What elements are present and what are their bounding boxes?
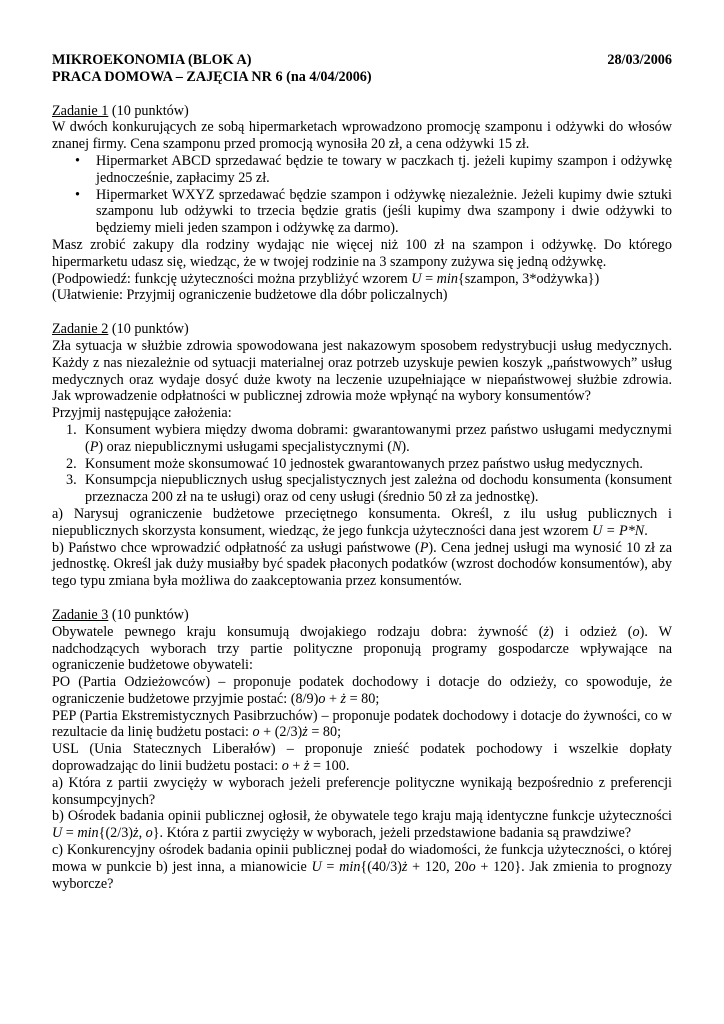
task-3-points: (10 punktów) [108, 606, 189, 623]
formula-part: , [138, 825, 146, 842]
bullet-text: Hipermarket ABCD sprzedawać będzie te towary w paczkach tj. jeżeli kupimy szampon i odżywkę jednocześnie, zapłacimy 25 zł. [96, 152, 672, 186]
item-text: ) oraz niepublicznymi usługami specjalistycznymi ( [98, 438, 392, 455]
formula-part: + 120, 20 [407, 858, 469, 875]
var-o: o [318, 690, 326, 707]
formula-eq: = [421, 270, 437, 287]
question-text: c) Konkurencyjny ośrodek badania opinii publicznej podał do wiadomości, że funkcja użyteczności, o której mowa w punkcie b) jest inna, a mianowicie [52, 842, 672, 875]
task-2-points: (10 punktów) [108, 321, 189, 338]
header-row [52, 52, 672, 69]
item-text: Konsumpcja niepublicznych usług specjalistycznych jest zależna od dochodu konsumenta (konsument przeznacza 200 zł na te usługi) oraz od ceny usługi (średnio 50 zł za jednostkę). [85, 472, 672, 506]
task-1-bullet-wxyz [52, 187, 672, 237]
item-number: 1. [66, 421, 77, 438]
task-1-title: Zadanie 1 [52, 102, 109, 119]
task-2-intro: Zła sytuacja w służbie zdrowia spowodowana jest nakazowym sposobem redystrybucji usług medycznych. Każdy z nas niezależnie od sytuacji materialnej oraz potrzeb uzyskuje pewien koszyk „państwowych” usług medycznych oraz wydaje dosyć duże kwoty na leczenie uzupełniające w niepaństwowej służbie zdrowia. Jak wprowadzenie odpłatności w publicznej zdrowia może wpłynąć na wybory konsumentów? [52, 337, 672, 405]
formula-eq: = [321, 858, 340, 875]
var-z: ż [133, 825, 139, 842]
formula-upn: U = P*N [592, 522, 645, 539]
intro-text: ). W nadchodzących wyborach trzy partie polityczne proponują programy gospodarcze wpływające na ograniczenie budżetowe obywateli: [52, 623, 673, 674]
formula-eq: = [62, 825, 78, 842]
formula-var-u: U [52, 825, 63, 842]
item-text: ). [401, 438, 410, 455]
formula-var-u: U [311, 858, 322, 875]
task-3-question-a: a) Która z partii zwycięży w wyborach jeżeli preferencje polityczne wynikają bezpośrednio z preferencji konsumpcyjnych? [52, 774, 672, 808]
var-z: ż [340, 690, 347, 707]
task-3-question-c [52, 842, 672, 892]
var-o: o [632, 623, 640, 640]
party-text: + [288, 758, 304, 775]
task-2-title: Zadanie 2 [52, 321, 109, 338]
question-text: a) Narysuj ograniczenie budżetowe przeciętnego konsumenta. Określ, z ilu usług publicznych i niepublicznych skorzysta konsument, wiedząc, że jego funkcja użyteczności dana jest wzorem [52, 505, 672, 539]
formula-part: {(40/3) [360, 858, 402, 875]
var-n: N [391, 438, 402, 455]
party-text: PEP (Partia Ekstremistycznych Pasibrzuchów) – proponuje podatek dochodowy i dotacje do żywności, co w rezultacie da linię budżetu postaci: [52, 707, 672, 741]
question-text: b) Państwo chce wprowadzić odpłatność za usługi państwowe ( [52, 539, 420, 556]
var-z: ż [302, 724, 308, 741]
party-text: = 80; [346, 690, 380, 707]
task-1-question: Masz zrobić zakupy dla rodziny wydając nie więcej niż 100 zł na szampon i odżywkę. Do którego hipermarketu udasz się, wiedząc, że w twojej rodzinie na 3 szampony zużywa się jedną odżywkę. [52, 236, 672, 270]
var-o: o [145, 825, 153, 842]
hint-text: (Podpowiedź: funkcję użyteczności można przybliżyć wzorem [52, 270, 412, 287]
task-1-intro: W dwóch konkurujących ze sobą hipermarketach wprowadzono promocję szamponu i odżywki do włosów znanej firmy. Cena szamponu przed promocją wynosiła 20 zł, a cena odżywki 15 zł. [52, 119, 672, 153]
task-1-hint [52, 271, 672, 288]
task-1-heading [52, 103, 672, 120]
var-z: ż [401, 858, 408, 875]
party-text: = 80; [307, 724, 342, 741]
formula-args: {szampon, 3*odżywka}) [457, 270, 600, 287]
assumption-item-3 [52, 472, 672, 506]
task-1 [52, 103, 672, 305]
var-z: ż [543, 623, 550, 640]
question-text: . [644, 522, 648, 539]
party-text: = 100. [309, 758, 350, 775]
task-3-heading [52, 607, 672, 624]
var-p: P [419, 539, 429, 556]
task-2 [52, 321, 672, 590]
formula-min: min [436, 270, 458, 287]
item-text: Konsument wybiera między dwoma dobrami: gwarantowanymi przez państwo usługami medycznymi ( [85, 421, 672, 455]
task-2-question-a [52, 506, 672, 540]
task-2-heading [52, 321, 672, 338]
task-3-title: Zadanie 3 [52, 606, 109, 623]
party-text: USL (Unia Statecznych Liberałów) – proponuje znieść podatek pochodowy i wszelkie dopłaty doprowadzając do linii budżetu postaci: [52, 741, 672, 775]
task-3-intro [52, 624, 672, 674]
var-z: ż [303, 758, 310, 775]
item-number: 2. [66, 455, 77, 472]
course-title: MIKROEKONOMIA (BLOK A) [52, 52, 252, 68]
item-text: Konsument może skonsumować 10 jednostek gwarantowanych przez państwo usług medycznych. [85, 455, 643, 472]
homework-document [52, 52, 672, 892]
question-text: }. Która z partii zwycięży w wyborach, jeżeli przedstawione badania są prawdziwe? [152, 825, 632, 842]
assumption-item-1 [52, 422, 672, 456]
document-date: 28/03/2006 [607, 52, 672, 68]
bullet-icon: • [75, 152, 80, 169]
item-number: 3. [66, 472, 77, 489]
party-po [52, 674, 672, 708]
task-3 [52, 607, 672, 893]
task-1-points: (10 punktów) [108, 102, 189, 119]
formula-var-u: U [411, 270, 422, 287]
intro-text: ) i odzież ( [549, 623, 633, 640]
formula-min: min [339, 858, 361, 875]
question-text: b) Ośrodek badania opinii publicznej ogłosił, że obywatele tego kraju mają identyczne funkcje użyteczności [52, 808, 672, 825]
task-1-bullet-abcd [52, 153, 672, 187]
var-p: P [89, 438, 99, 455]
formula-min: min [77, 825, 99, 842]
question-text: ). Cena jednej usługi ma wynosić 10 zł za jednostkę. Określ jak duży musiałby być spadek płaconych podatków (wzrost dochodów konsumentów), aby tego typu zmiana była możliwa do zaakceptowania przez konsumentów. [52, 539, 672, 590]
task-2-question-b [52, 540, 672, 590]
task-3-question-b [52, 808, 672, 842]
assumption-item-2 [52, 456, 672, 473]
question-text: + 120}. Jak zmienia to prognozy wyborcze? [52, 858, 672, 892]
task-2-assumptions-label: Przyjmij następujące założenia: [52, 405, 232, 422]
party-pep [52, 708, 672, 742]
party-usl [52, 741, 672, 775]
intro-text: Obywatele pewnego kraju konsumują dwojakiego rodzaju dobra: żywność ( [52, 623, 544, 640]
formula-part: {(2/3) [98, 825, 134, 842]
assignment-title-row [52, 69, 672, 86]
bullet-text: Hipermarket WXYZ sprzedawać będzie szampon i odżywkę niezależnie. Jeżeli kupimy dwie sztuki szamponu lub odżywki to trzecia będzie gratis (jeśli kupimy dwa szampony i dwie odżywki to będziemy mieli jeden szampon i odżywkę za darmo). [96, 186, 672, 237]
party-text: + (2/3) [259, 724, 303, 741]
party-text: + [325, 690, 341, 707]
party-text: PO (Partia Odzieżowców) – proponuje podatek dochodowy i dotacje do odzieży, co spowoduje, że ograniczenie budżetowe przyjmie postać: (8/9) [52, 674, 672, 707]
task-1-bullet-list [52, 153, 672, 237]
var-o: o [252, 724, 260, 741]
var-o: o [281, 758, 289, 775]
var-o: o [468, 858, 476, 875]
task-2-assumption-list [52, 422, 672, 506]
bullet-icon: • [75, 186, 80, 203]
task-1-tip: (Ułatwienie: Przyjmij ograniczenie budżetowe dla dóbr policzalnych) [52, 287, 448, 304]
assignment-title: PRACA DOMOWA – ZAJĘCIA NR 6 (na 4/04/2006) [52, 68, 372, 85]
